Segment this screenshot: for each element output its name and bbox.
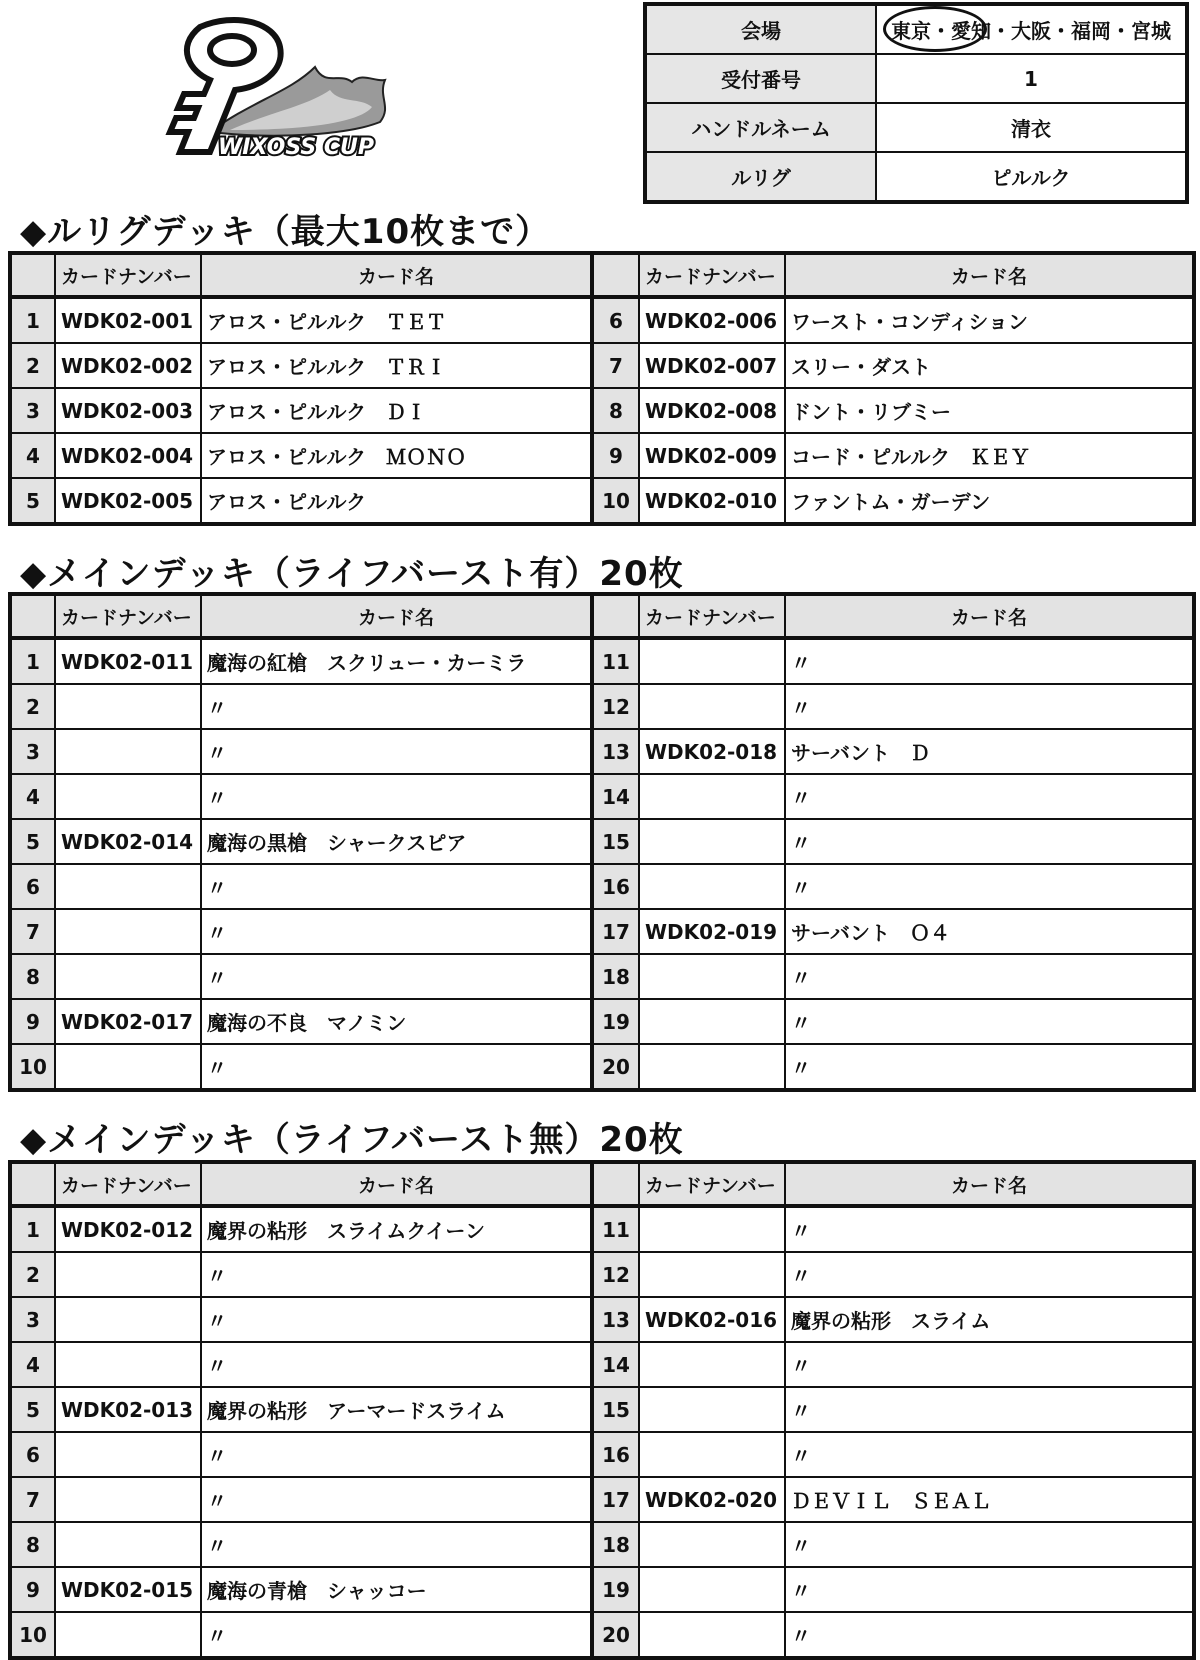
slot-number: 3 [10,729,55,774]
slot-number: 12 [592,1252,639,1297]
table-row [10,684,1194,729]
table-row [10,1342,1194,1387]
card-number-cell[interactable]: WDK02-003 [55,388,201,433]
card-number-header: カードナンバー [55,1162,201,1206]
card-number-cell[interactable] [639,864,785,909]
slot-number: 3 [10,388,55,433]
venue-value [876,4,1187,54]
card-number-cell[interactable] [55,1044,201,1090]
number-header [592,253,639,297]
table-row [10,1477,1194,1522]
card-name-header: カード名 [201,1162,592,1206]
card-name-header: カード名 [785,253,1194,297]
card-number-cell[interactable] [55,864,201,909]
card-number-cell[interactable] [639,1206,785,1252]
card-number-cell[interactable] [55,729,201,774]
slot-number: 5 [10,1387,55,1432]
slot-number: 13 [592,729,639,774]
card-number-header: カードナンバー [639,594,785,638]
slot-number: 5 [10,478,55,524]
card-number-cell[interactable]: WDK02-017 [55,999,201,1044]
table-row [10,1206,1194,1252]
table-row [10,388,1194,433]
venue-selected: 東京 [891,19,931,43]
card-number-cell[interactable] [639,954,785,999]
card-number-cell[interactable] [55,1612,201,1658]
lrig-label: ルリグ [645,152,876,202]
slot-number: 10 [10,1044,55,1090]
table-row [10,864,1194,909]
slot-number: 17 [592,1477,639,1522]
card-number-cell[interactable]: WDK02-019 [639,909,785,954]
table-row [10,1252,1194,1297]
slot-number: 7 [592,343,639,388]
card-number-cell[interactable]: WDK02-008 [639,388,785,433]
slot-number: 9 [10,1567,55,1612]
card-name-cell[interactable]: ＤＥＶＩＬ ＳＥＡＬ [785,1477,1194,1522]
main-deck-without-burst-table [8,1160,1196,1660]
card-number-cell[interactable] [639,1342,785,1387]
card-name-cell[interactable]: 〃 [785,1612,1194,1658]
card-number-cell[interactable] [55,774,201,819]
table-row [10,954,1194,999]
slot-number: 6 [10,1432,55,1477]
card-number-cell[interactable] [639,1387,785,1432]
slot-number: 18 [592,1522,639,1567]
number-header [592,594,639,638]
card-number-cell[interactable] [639,1252,785,1297]
lrig-deck-heading: ◆ルリグデッキ（最大10枚まで） [20,212,551,252]
card-number-cell[interactable] [639,684,785,729]
card-number-cell[interactable] [639,819,785,864]
table-row [10,478,1194,524]
card-number-cell[interactable] [55,1477,201,1522]
slot-number: 20 [592,1612,639,1658]
card-number-cell[interactable] [639,1567,785,1612]
card-name-cell[interactable]: 〃 [201,1297,592,1342]
slot-number: 7 [10,1477,55,1522]
card-name-cell[interactable]: 〃 [785,864,1194,909]
card-number-cell[interactable]: WDK02-014 [55,819,201,864]
main-deck-without-burst-heading: ◆メインデッキ（ライフバースト無）20枚 [20,1120,684,1160]
slot-number: 8 [592,388,639,433]
card-name-cell[interactable]: 〃 [785,774,1194,819]
card-number-cell[interactable] [55,1252,201,1297]
card-name-header: カード名 [785,1162,1194,1206]
card-number-cell[interactable]: WDK02-020 [639,1477,785,1522]
slot-number: 3 [10,1297,55,1342]
card-name-cell[interactable]: 魔海の黒槍 シャークスピア [201,819,592,864]
card-name-cell[interactable]: 〃 [785,954,1194,999]
table-row [10,297,1194,343]
slot-number: 14 [592,1342,639,1387]
lrig-value[interactable]: ピルルク [876,152,1187,202]
logo-text: WIXOSS CUP [218,135,375,160]
card-number-cell[interactable] [639,774,785,819]
table-row [10,1044,1194,1090]
table-row [10,1432,1194,1477]
card-name-cell[interactable]: 〃 [201,684,592,729]
slot-number: 20 [592,1044,639,1090]
column-header-row [10,594,1194,638]
venue-options: ・愛知・大阪・福岡・宮城 [931,19,1171,43]
card-number-cell[interactable] [639,1044,785,1090]
card-number-cell[interactable] [55,1342,201,1387]
slot-number: 16 [592,864,639,909]
handle-name-row [645,103,1187,152]
main-deck-with-burst-table [8,592,1196,1092]
card-number-cell[interactable] [55,1432,201,1477]
card-number-cell[interactable]: WDK02-016 [639,1297,785,1342]
card-name-cell[interactable]: 〃 [785,999,1194,1044]
card-name-cell[interactable]: 〃 [201,1252,592,1297]
card-number-cell[interactable] [639,1432,785,1477]
card-number-cell[interactable]: WDK02-006 [639,297,785,343]
table-row [10,433,1194,478]
slot-number: 15 [592,1387,639,1432]
card-name-cell[interactable]: スリー・ダスト [785,343,1194,388]
slot-number: 2 [10,684,55,729]
wixoss-cup-logo [140,12,410,172]
table-row [10,729,1194,774]
card-number-cell[interactable] [639,638,785,684]
card-name-cell[interactable]: 〃 [201,864,592,909]
slot-number: 1 [10,638,55,684]
table-row [10,819,1194,864]
slot-number: 16 [592,1432,639,1477]
card-number-cell[interactable]: WDK02-011 [55,638,201,684]
card-number-cell[interactable]: WDK02-010 [639,478,785,524]
card-number-cell[interactable] [55,1297,201,1342]
card-number-cell[interactable]: WDK02-002 [55,343,201,388]
card-name-cell[interactable]: サーバント Ｏ４ [785,909,1194,954]
card-number-cell[interactable]: WDK02-007 [639,343,785,388]
card-name-cell[interactable]: コード・ピルルク ＫＥＹ [785,433,1194,478]
card-name-cell[interactable]: 〃 [785,684,1194,729]
card-number-header: カードナンバー [55,253,201,297]
card-name-cell[interactable]: 〃 [201,1432,592,1477]
lrig-deck-table [8,251,1196,526]
card-name-cell[interactable]: 〃 [785,1252,1194,1297]
slot-number: 2 [10,343,55,388]
card-name-cell[interactable]: 〃 [201,1477,592,1522]
card-number-cell[interactable] [55,1522,201,1567]
reception-number-label: 受付番号 [645,54,876,103]
venue-label: 会場 [645,4,876,54]
card-number-cell[interactable] [55,909,201,954]
handle-name-label: ハンドルネーム [645,103,876,152]
reception-number-value[interactable]: 1 [876,54,1187,103]
logo-graphic [140,12,410,172]
card-name-cell[interactable]: 魔海の紅槍 スクリュー・カーミラ [201,638,592,684]
slot-number: 11 [592,1206,639,1252]
card-name-cell[interactable]: アロス・ピルルク ＤＩ [201,388,592,433]
card-number-cell[interactable] [55,684,201,729]
card-number-cell[interactable]: WDK02-012 [55,1206,201,1252]
card-name-cell[interactable]: 〃 [785,1044,1194,1090]
slot-number: 12 [592,684,639,729]
main-deck-with-burst-heading: ◆メインデッキ（ライフバースト有）20枚 [20,554,684,594]
card-name-cell[interactable]: サーバント Ｄ [785,729,1194,774]
card-name-cell[interactable]: 〃 [201,774,592,819]
table-row [10,774,1194,819]
column-header-row [10,253,1194,297]
slot-number: 6 [10,864,55,909]
table-row [10,638,1194,684]
number-header [10,253,55,297]
card-number-cell[interactable]: WDK02-018 [639,729,785,774]
card-name-cell[interactable]: 魔界の粘形 スライム [785,1297,1194,1342]
table-row [10,999,1194,1044]
slot-number: 4 [10,433,55,478]
card-name-cell[interactable]: 魔界の粘形 アーマードスライム [201,1387,592,1432]
card-number-cell[interactable]: WDK02-009 [639,433,785,478]
card-name-cell[interactable]: 魔海の青槍 シャッコー [201,1567,592,1612]
card-name-header: カード名 [201,253,592,297]
card-name-cell[interactable]: ファントム・ガーデン [785,478,1194,524]
number-header [10,1162,55,1206]
slot-number: 4 [10,1342,55,1387]
slot-number: 4 [10,774,55,819]
card-name-cell[interactable]: 〃 [201,729,592,774]
slot-number: 6 [592,297,639,343]
card-name-cell[interactable]: 〃 [785,819,1194,864]
reception-number-row [645,54,1187,103]
slot-number: 1 [10,1206,55,1252]
card-name-cell[interactable]: アロス・ピルルク ＭＯＮＯ [201,433,592,478]
card-number-cell[interactable]: WDK02-004 [55,433,201,478]
table-row [10,909,1194,954]
column-header-row [10,1162,1194,1206]
table-row [10,1297,1194,1342]
number-header [10,594,55,638]
slot-number: 8 [10,1522,55,1567]
card-name-cell[interactable]: 〃 [785,1387,1194,1432]
card-name-cell[interactable]: 〃 [785,638,1194,684]
card-name-cell[interactable]: 魔海の不良 マノミン [201,999,592,1044]
card-name-cell[interactable]: 〃 [785,1567,1194,1612]
slot-number: 15 [592,819,639,864]
card-number-cell[interactable] [55,954,201,999]
card-number-header: カードナンバー [639,1162,785,1206]
card-name-cell[interactable]: 〃 [201,909,592,954]
slot-number: 19 [592,999,639,1044]
slot-number: 2 [10,1252,55,1297]
slot-number: 10 [10,1612,55,1658]
slot-number: 17 [592,909,639,954]
card-number-cell[interactable]: WDK02-015 [55,1567,201,1612]
card-name-cell[interactable]: 〃 [201,1342,592,1387]
card-number-cell[interactable]: WDK02-013 [55,1387,201,1432]
card-name-cell[interactable]: ドント・リブミー [785,388,1194,433]
card-number-header: カードナンバー [55,594,201,638]
card-name-cell[interactable]: 〃 [201,1522,592,1567]
card-name-cell[interactable]: 〃 [785,1432,1194,1477]
slot-number: 10 [592,478,639,524]
slot-number: 9 [10,999,55,1044]
card-name-cell[interactable]: 〃 [785,1206,1194,1252]
card-name-cell[interactable]: 〃 [201,1044,592,1090]
slot-number: 7 [10,909,55,954]
card-name-cell[interactable]: ワースト・コンディション [785,297,1194,343]
number-header [592,1162,639,1206]
table-row [10,1567,1194,1612]
slot-number: 9 [592,433,639,478]
slot-number: 18 [592,954,639,999]
entry-info-table [643,2,1189,204]
slot-number: 1 [10,297,55,343]
card-name-cell[interactable]: 魔界の粘形 スライムクイーン [201,1206,592,1252]
card-name-cell[interactable]: 〃 [201,1612,592,1658]
card-name-cell[interactable]: 〃 [785,1522,1194,1567]
table-row [10,1522,1194,1567]
card-number-cell[interactable] [639,1612,785,1658]
card-name-cell[interactable]: 〃 [201,954,592,999]
card-name-cell[interactable]: アロス・ピルルク ＴＥＴ [201,297,592,343]
slot-number: 5 [10,819,55,864]
card-name-cell[interactable]: 〃 [785,1342,1194,1387]
slot-number: 19 [592,1567,639,1612]
card-number-cell[interactable] [639,1522,785,1567]
card-name-cell[interactable]: アロス・ピルルク ＴＲＩ [201,343,592,388]
lrig-row [645,152,1187,202]
card-number-cell[interactable] [639,999,785,1044]
card-number-header: カードナンバー [639,253,785,297]
slot-number: 8 [10,954,55,999]
venue-row [645,4,1187,54]
table-row [10,1612,1194,1658]
card-name-header: カード名 [201,594,592,638]
slot-number: 13 [592,1297,639,1342]
card-name-cell[interactable]: アロス・ピルルク [201,478,592,524]
handle-name-value[interactable]: 清衣 [876,103,1187,152]
slot-number: 11 [592,638,639,684]
card-number-cell[interactable]: WDK02-005 [55,478,201,524]
table-row [10,343,1194,388]
card-number-cell[interactable]: WDK02-001 [55,297,201,343]
table-row [10,1387,1194,1432]
card-name-header: カード名 [785,594,1194,638]
slot-number: 14 [592,774,639,819]
